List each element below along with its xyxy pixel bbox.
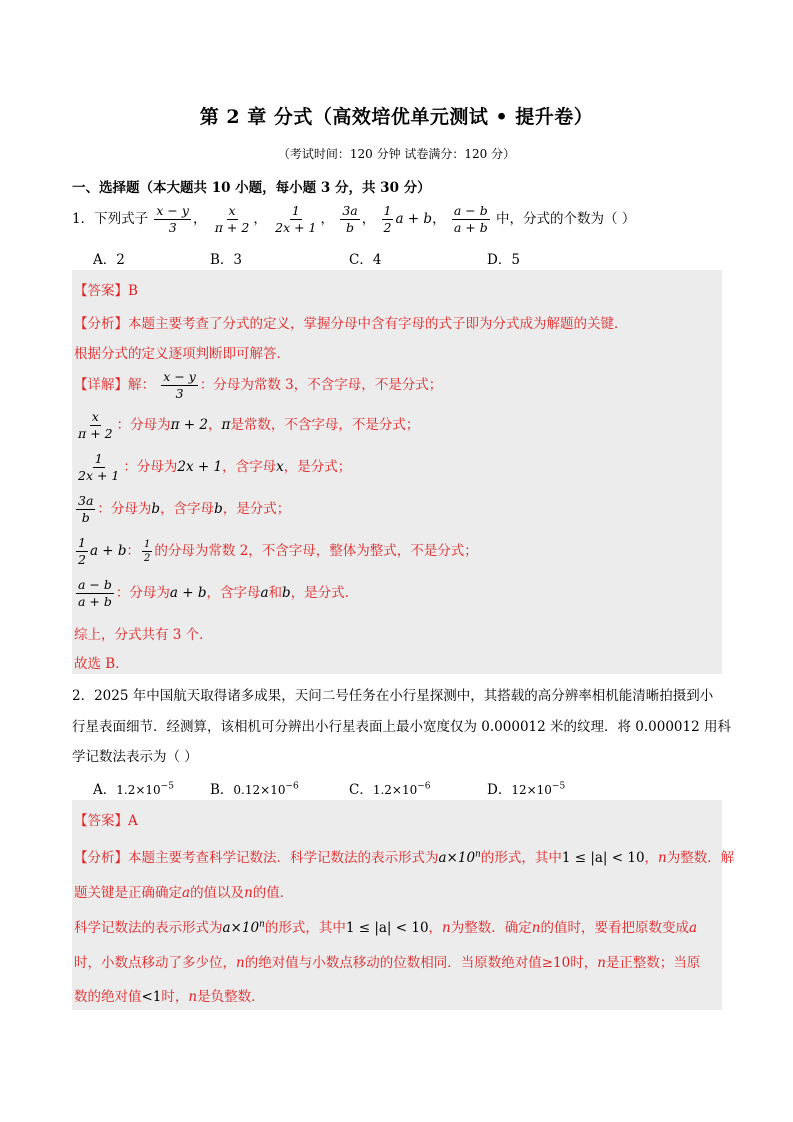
q2-analysis-4: 时，小数点移动了多少位，n的绝对值与小数点移动的位数相同．当原数绝对值≥10时，n是正整数；当原 xyxy=(74,955,701,971)
page-title: 第 2 章 分式（高效培优单元测试 • 提升卷） xyxy=(199,106,594,128)
q1-option-b: B．3 xyxy=(210,252,243,268)
q1-frac-6: $\frac{a - b}{a + b}$ xyxy=(453,203,488,235)
q2-analysis-3: 科学记数法的表示形式为$a\times 10^n$的形式，其中1 ≤ |a| < 10，n为整数．确定n的值时，要看把原数变成a xyxy=(74,919,698,936)
question-2-line-1: 2．2025 年中国航天取得诸多成果，天问二号任务在小行星探测中，其搭载的高分辨率相机能清晰拍摄到小 xyxy=(72,688,714,704)
exam-meta: （考试时间：120 分钟 试卷满分：120 分） xyxy=(277,147,516,161)
q1-option-c: C．4 xyxy=(349,252,382,268)
q1-detail-6: $\frac{a - b}{a + b}$ ：分母为a + b，含字母a和b，是分式． xyxy=(78,577,359,609)
q1-detail-5: $\frac{1}{2}$ a + b： $\frac{1}{2}$ 的分母为常数 2，不含字母，整体为整式，不是分式； xyxy=(78,535,478,567)
q1-option-d: D．5 xyxy=(487,252,520,268)
q1-detail-2: $\frac{x}{\pi + 2}$ ：分母为π + 2，π是常数，不含字母，不是分式； xyxy=(78,409,420,441)
q1-detail-4: $\frac{3a}{b}$ ：分母为b，含字母b，是分式； xyxy=(78,493,291,525)
q2-answer-box xyxy=(72,800,722,1010)
q2-analysis-2: 题关键是正确确定a的值以及n的值． xyxy=(74,885,294,901)
q2-analysis-1: 【分析】本题主要考查科学记数法．科学记数法的表示形式为$a\times 10^n$的形式，其中1 ≤ |a| < 10，n为整数．解 xyxy=(74,849,735,866)
q1-frac-2: $\frac{x}{\pi + 2}$ xyxy=(214,203,250,235)
q2-answer: 【答案】A xyxy=(74,813,138,829)
q2-analysis-5: 数的绝对值<1时，n是负整数． xyxy=(74,989,265,1005)
question-1-stem: 1．下列式子 $\frac{x - y}{3}$ ， $\frac{x}{\pi + 2}$ ， $\frac{1}{2x + 1}$ ， $\frac{3a}{b}$ ， $\frac{1}{2}$ a + b， $\frac{a - b}{a + b}$ 中，分式的个数为（ ） xyxy=(72,203,636,235)
question-2-line-3: 学记数法表示为（ ） xyxy=(72,749,198,765)
section-heading: 一、选择题（本大题共 10 小题，每小题 3 分，共 30 分） xyxy=(72,180,431,196)
q1-answer: 【答案】B xyxy=(74,283,138,299)
q1-frac-4: $\frac{3a}{b}$ xyxy=(342,203,358,235)
question-2-line-2: 行星表面细节．经测算，该相机可分辨出小行星表面上最小宽度仅为 0.000012 米的纹理．将 0.000012 用科 xyxy=(72,719,731,735)
q2-option-b: B．$0.12\times 10^{-6}$ xyxy=(210,781,299,798)
q1-summary: 综上，分式共有 3 个． xyxy=(74,627,213,643)
q1-detail-3: $\frac{1}{2x + 1}$ ：分母为2x + 1，含字母x，是分式； xyxy=(78,451,352,483)
q1-detail-1: 【详解】解： $\frac{x - y}{3}$ ：分母为常数 3，不含字母，不是分式； xyxy=(74,369,443,401)
q1-option-a: A．2 xyxy=(93,252,125,268)
q2-option-c: C．$1.2\times 10^{-6}$ xyxy=(349,781,431,798)
q1-prefix: 1．下列式子 xyxy=(72,210,149,227)
q1-frac-5: $\frac{1}{2}$ xyxy=(383,203,392,235)
q1-frac-1: $\frac{x - y}{3}$ xyxy=(156,203,189,235)
q1-analysis-2: 根据分式的定义逐项判断即可解答． xyxy=(74,346,290,362)
q1-analysis-1: 【分析】本题主要考查了分式的定义，掌握分母中含有字母的式子即为分式成为解题的关键． xyxy=(74,316,628,332)
q2-option-a: A．$1.2\times 10^{-5}$ xyxy=(93,781,174,798)
q1-frac-3: $\frac{1}{2x + 1}$ xyxy=(275,203,317,235)
q1-choose: 故选 B． xyxy=(74,656,129,672)
q2-option-d: D．$12\times 10^{-5}$ xyxy=(487,781,566,798)
q1-suffix: 中，分式的个数为（ ） xyxy=(496,210,636,227)
